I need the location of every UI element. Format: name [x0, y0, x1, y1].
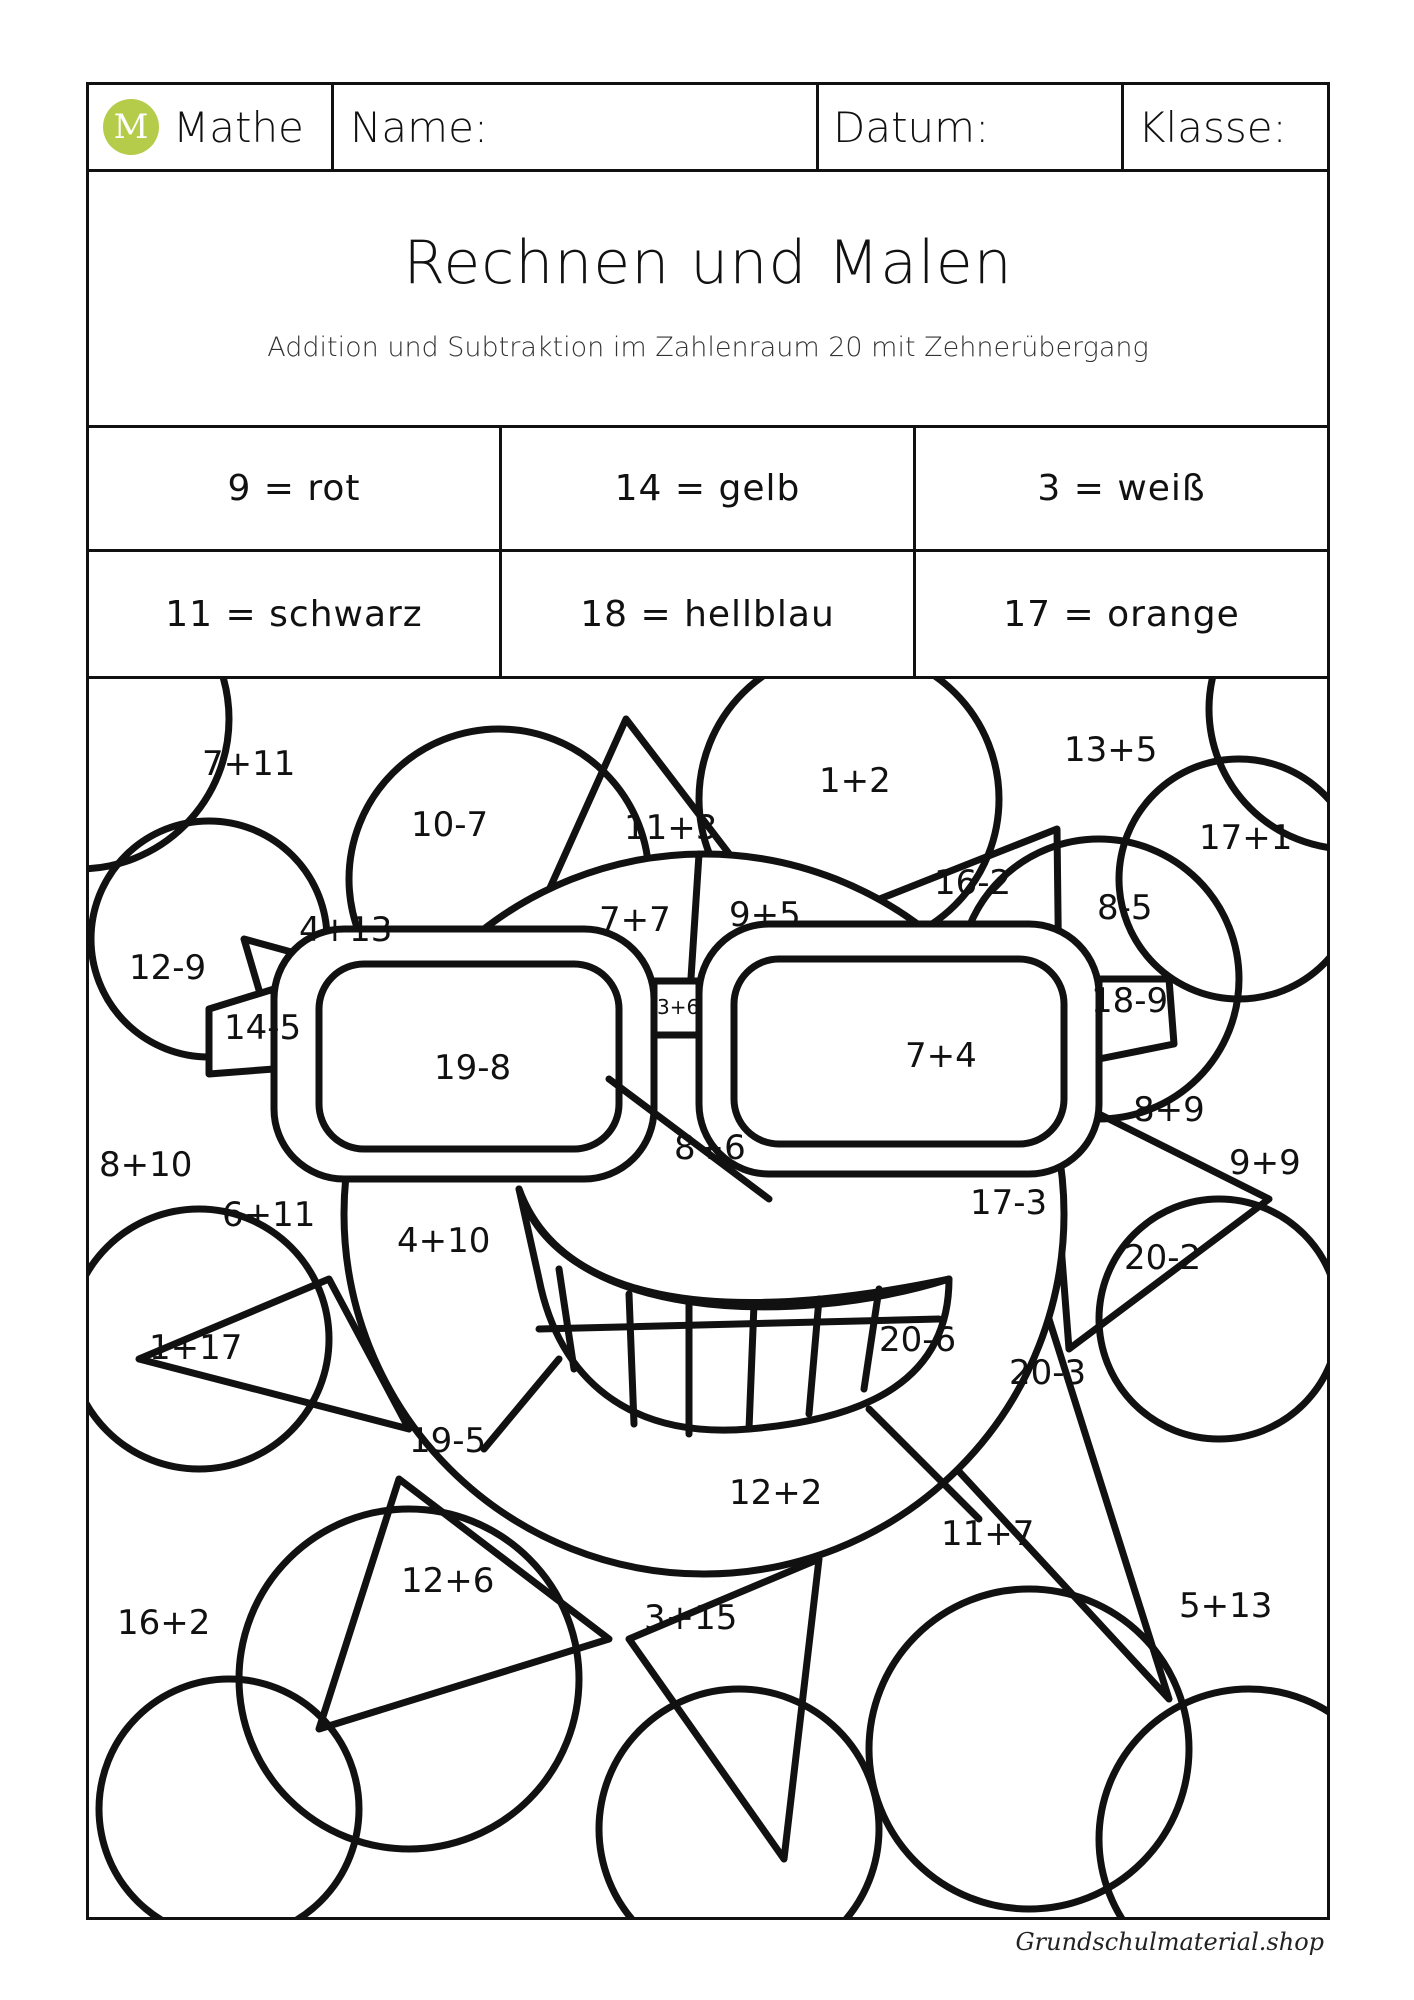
task-label: 5+13 [1179, 1586, 1273, 1626]
legend-text: 3 = weiß [1037, 468, 1206, 509]
task-label: 11+3 [624, 808, 718, 848]
sun-drawing [89, 679, 1327, 1917]
task-label: 9+9 [1229, 1143, 1301, 1183]
task-label: 1+2 [819, 761, 891, 801]
task-label: 20-3 [1009, 1353, 1087, 1393]
task-label: 7+7 [599, 900, 671, 940]
task-label: 8+6 [674, 1128, 746, 1168]
legend-item [502, 552, 916, 676]
task-label: 19-8 [434, 1048, 512, 1088]
legend-text: 18 = hellblau [580, 593, 835, 635]
task-label: 12+6 [401, 1561, 495, 1601]
header-row [89, 85, 1327, 172]
legend-item [916, 428, 1327, 552]
legend-item [502, 428, 916, 552]
task-label: 3+6 [657, 995, 700, 1019]
task-label: 12-9 [129, 948, 207, 988]
task-label: 7+4 [905, 1036, 977, 1076]
task-label: 17-3 [970, 1183, 1048, 1223]
task-label: 8+10 [99, 1145, 193, 1185]
task-label: 4+10 [397, 1221, 491, 1261]
page-subtitle: Addition und Subtraktion im Zahlenraum 20 mit Zehnerübergang [267, 332, 1149, 363]
legend-item [89, 552, 502, 676]
task-label: 11+7 [941, 1514, 1035, 1554]
task-label: 14-5 [224, 1008, 302, 1048]
class-label: Klasse: [1138, 102, 1287, 152]
task-label: 20-6 [879, 1320, 957, 1360]
task-label: 19-5 [409, 1421, 487, 1461]
task-label: 10-7 [411, 805, 489, 845]
legend-text: 11 = schwarz [165, 593, 423, 635]
task-label: 12+2 [729, 1473, 823, 1513]
footer-brand: Grundschulmaterial.shop [1015, 1928, 1324, 1956]
date-field[interactable] [816, 85, 1121, 169]
task-label: 8+9 [1133, 1090, 1205, 1130]
task-label: 3+15 [644, 1598, 738, 1638]
task-label: 8-5 [1097, 888, 1153, 928]
task-label: 16-2 [934, 863, 1012, 903]
legend-text: 14 = gelb [614, 468, 801, 509]
title-box [89, 172, 1327, 428]
task-label: 7+11 [202, 744, 296, 784]
legend-item [89, 428, 502, 552]
subject-label: Mathe [173, 102, 304, 152]
coloring-picture [89, 676, 1327, 1917]
task-label: 18-9 [1091, 981, 1169, 1021]
subject-cell [89, 85, 331, 169]
task-label: 9+5 [729, 895, 801, 935]
legend-text: 9 = rot [227, 468, 361, 509]
worksheet [86, 82, 1330, 1920]
task-label: 17+1 [1199, 818, 1293, 858]
color-legend [89, 428, 1327, 676]
logo-icon: M [103, 99, 159, 155]
name-label: Name: [350, 102, 489, 152]
task-label: 20-2 [1124, 1238, 1202, 1278]
task-label: 13+5 [1064, 730, 1158, 770]
date-label: Datum: [833, 102, 990, 152]
task-label: 6+11 [222, 1195, 316, 1235]
name-field[interactable] [331, 85, 816, 169]
task-label: 4+13 [299, 910, 393, 950]
task-label: 16+2 [117, 1603, 211, 1643]
task-label: 1+17 [149, 1328, 243, 1368]
legend-text: 17 = orange [1003, 593, 1240, 635]
page-title: Rechnen und Malen [403, 228, 1013, 298]
class-field[interactable] [1121, 85, 1327, 169]
legend-item [916, 552, 1327, 676]
